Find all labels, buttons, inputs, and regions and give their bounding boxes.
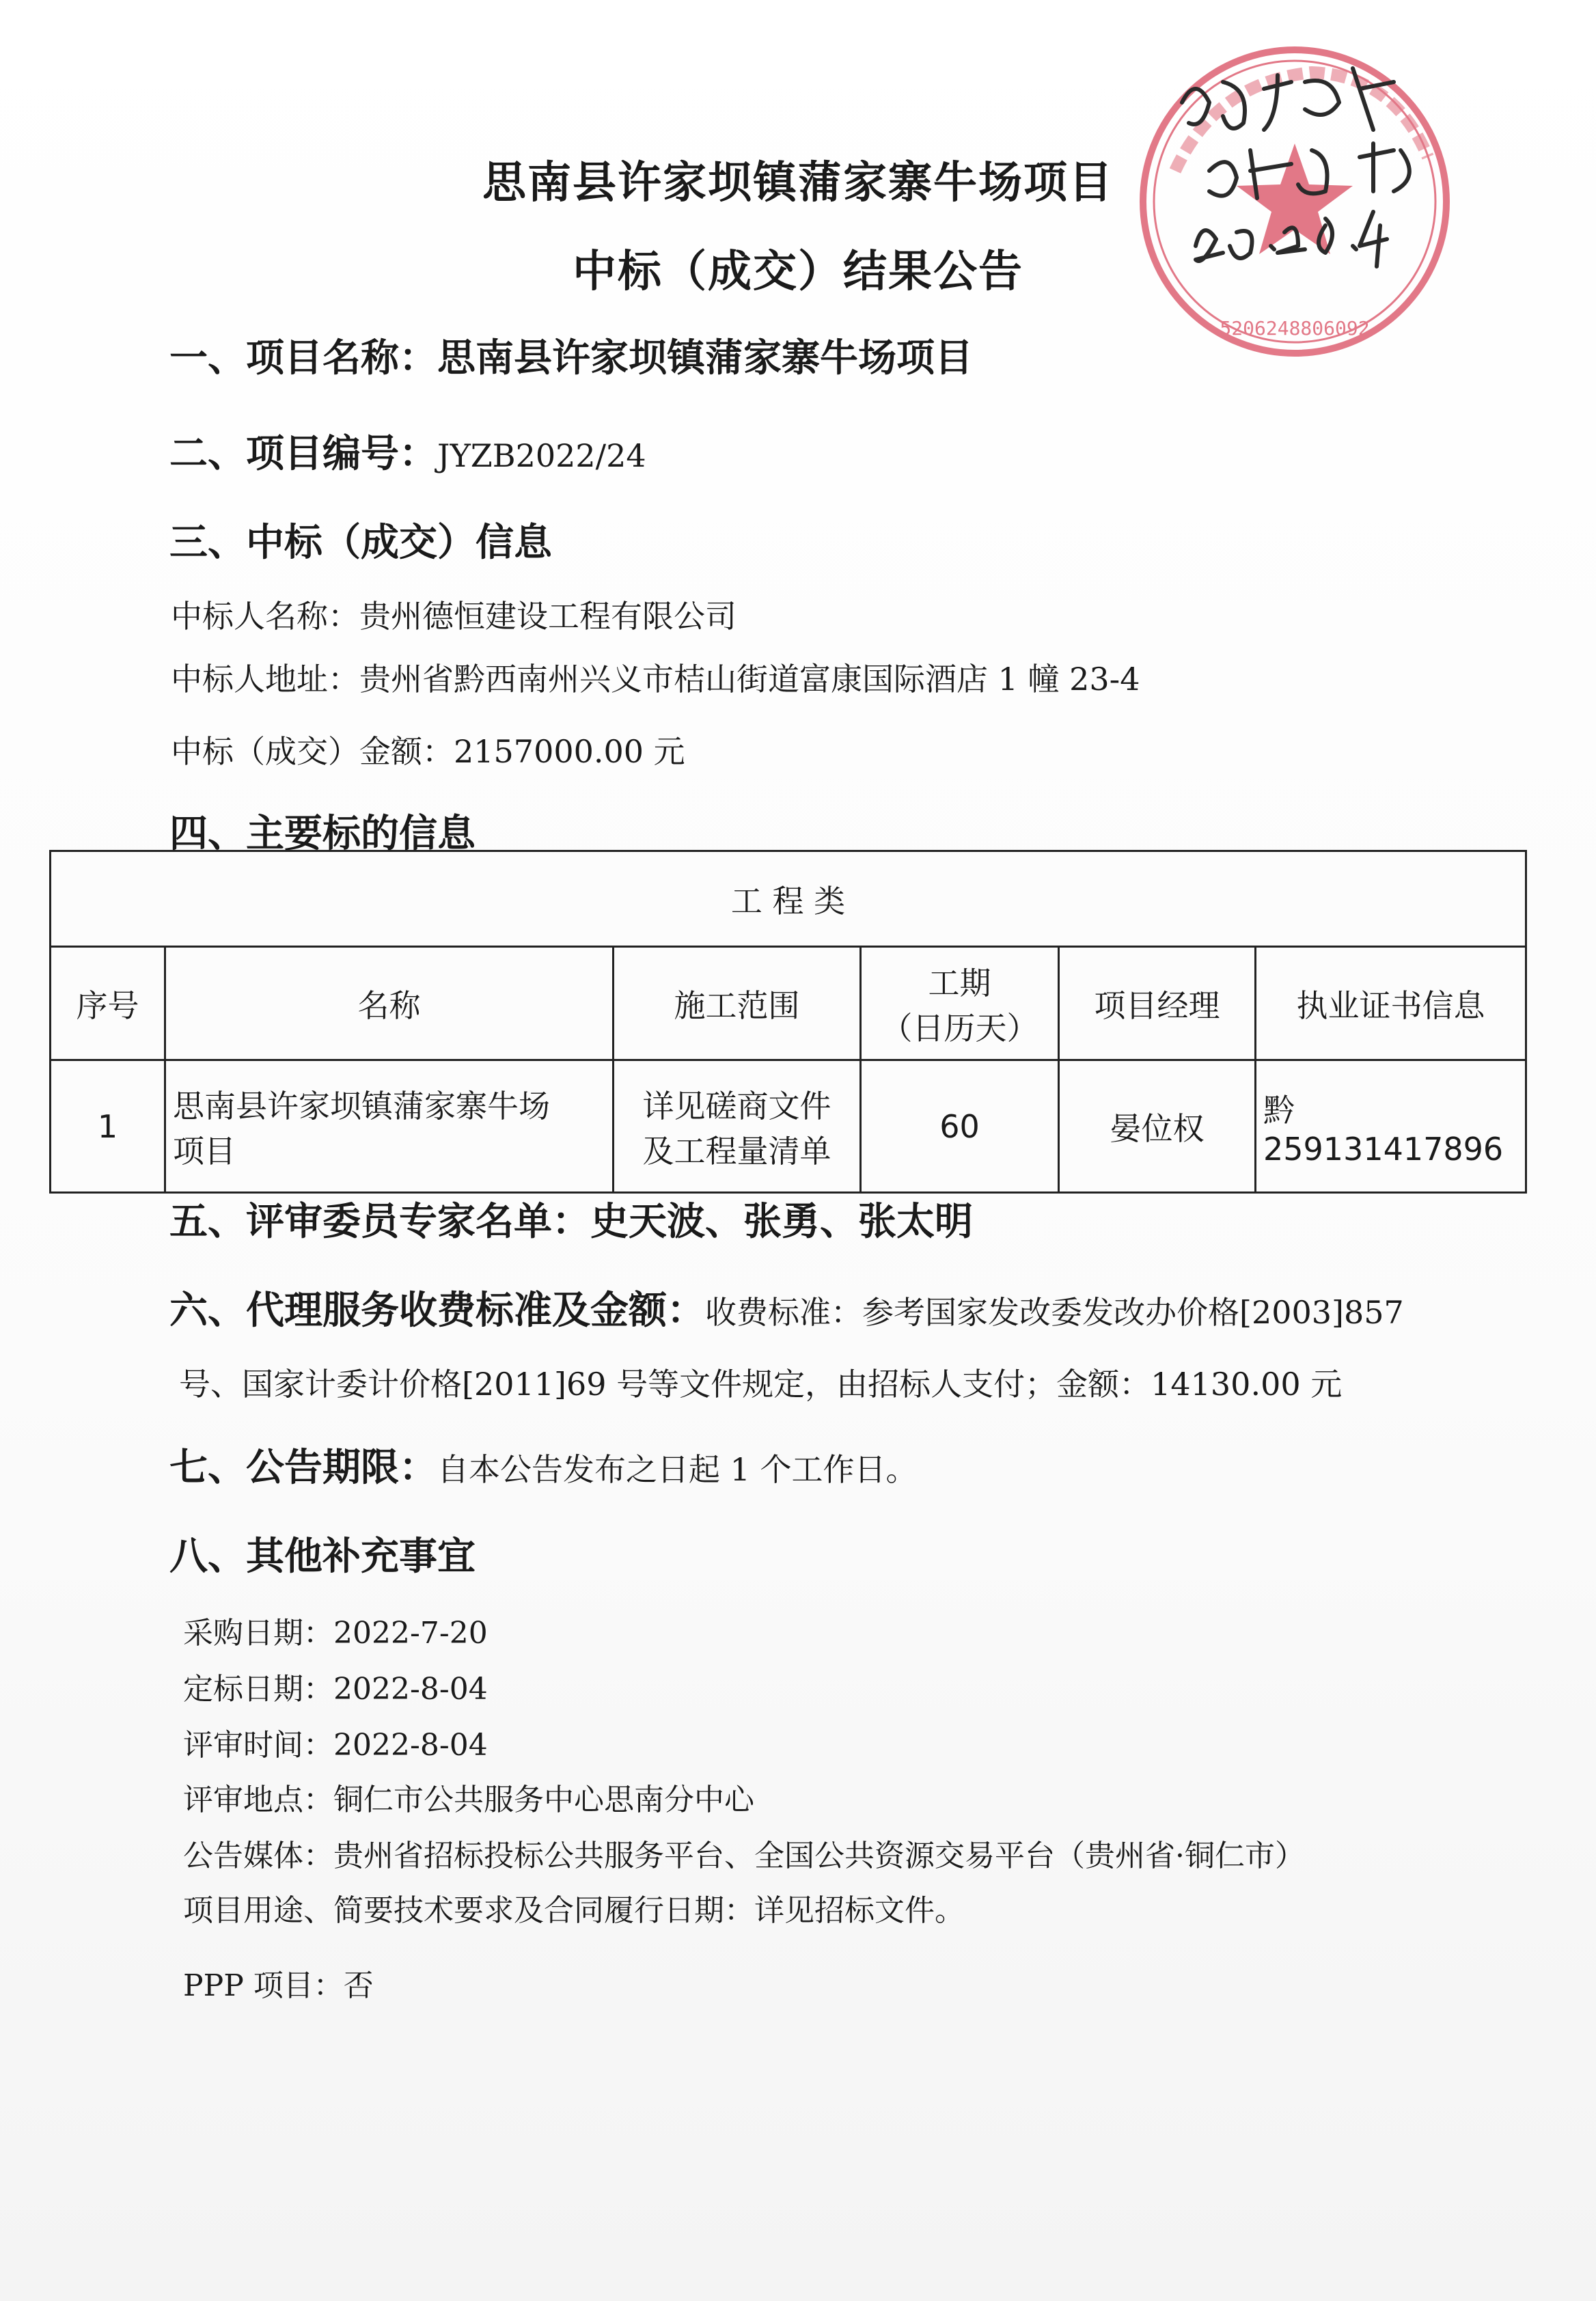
winner-address: 中标人地址：贵州省黔西南州兴义市桔山街道富康国际酒店 1 幢 23-4 [171,661,1140,698]
winner-name: 中标人名称：贵州德恒建设工程有限公司 [171,598,737,635]
section-3-heading: 三、中标（成交）信息 [169,521,552,565]
table-header-row [51,947,1526,1060]
header-period [861,947,1059,1060]
section-6-heading: 六、代理服务收费标准及金额： [169,1289,705,1333]
header-manager: 项目经理 [1059,947,1256,1060]
list-item: 定标日期：2022-8-04 [183,1672,488,1707]
notice-period: 自本公告发布之日起 1 个工作日。 [437,1451,918,1488]
section-8-heading: 八、其他补充事宜 [169,1534,476,1579]
fee-standard-line-2: 号、国家计委计价格[2011]69 号等文件规定，由招标人支付；金额：14130.00 元 [179,1366,1343,1403]
title-line-1: 思南县许家坝镇蒲家寨牛场项目 [482,158,1114,208]
header-scope: 施工范围 [614,947,861,1060]
table-category: 工 程 类 [51,851,1526,947]
list-item: 评审时间：2022-8-04 [183,1728,488,1763]
header-period-line-2: （日历天） [881,1009,1038,1047]
company-seal-stamp [1134,41,1455,362]
row-scope-line-1: 详见磋商文件 [642,1087,831,1125]
section-7 [169,1437,918,1492]
row-manager: 晏位权 [1059,1060,1256,1193]
header-no: 序号 [51,947,165,1060]
fee-standard-line-1: 收费标准：参考国家发改委发改办价格[2003]857 [705,1294,1404,1331]
row-cert: 黔 259131417896 [1256,1060,1526,1193]
section-5-heading: 五、评审委员专家名单： [169,1200,590,1244]
section-7-heading: 七、公告期限： [169,1446,437,1490]
list-item: PPP 项目：否 [183,1968,374,2003]
section-6 [169,1280,1404,1335]
row-name-line-2: 项目 [173,1132,236,1170]
row-name [165,1060,614,1193]
list-item: 采购日期：2022-7-20 [183,1616,488,1651]
header-name: 名称 [165,947,614,1060]
row-name-line-1: 思南县许家坝镇蒲家寨牛场 [173,1087,550,1125]
table-category-row [51,851,1526,947]
title-line-2: 中标（成交）结果公告 [573,247,1023,297]
section-1 [169,328,973,383]
section-2-heading: 二、项目编号： [169,432,437,476]
section-1-heading: 一、项目名称： [169,336,437,381]
project-code: JYZB2022/24 [437,437,646,474]
section-5 [169,1191,973,1246]
table-row [51,1060,1526,1193]
section-2 [169,424,646,478]
list-item: 评审地点：铜仁市公共服务中心思南分中心 [183,1782,754,1817]
expert-list: 史天波、张勇、张太明 [590,1200,973,1244]
project-name: 思南县许家坝镇蒲家寨牛场项目 [437,336,973,381]
list-item: 公告媒体：贵州省招标投标公共服务平台、全国公共资源交易平台（贵州省·铜仁市） [183,1838,1305,1873]
row-no: 1 [51,1060,165,1193]
bid-info-table [49,850,1527,1194]
header-cert: 执业证书信息 [1256,947,1526,1060]
seal-code: 5206248806092 [1220,317,1370,340]
header-period-line-1: 工期 [928,964,991,1002]
list-item: 项目用途、简要技术要求及合同履行日期：详见招标文件。 [183,1893,965,1928]
row-period: 60 [861,1060,1059,1193]
row-scope-line-2: 及工程量清单 [642,1132,831,1170]
section-4-heading: 四、主要标的信息 [169,812,476,856]
star-icon [1237,143,1353,254]
winning-amount: 中标（成交）金额：2157000.00 元 [171,733,685,770]
row-scope [614,1060,861,1193]
